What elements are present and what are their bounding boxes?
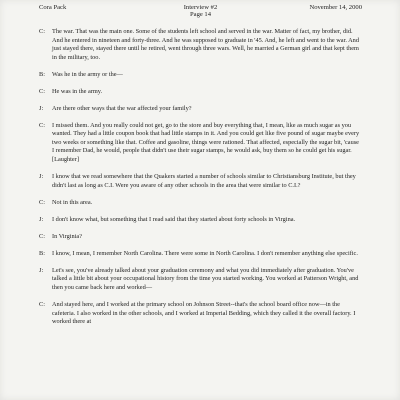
transcript-entry [39,88,362,97]
transcript-entry [39,199,362,208]
speaker-label: B: [39,249,45,257]
entry-text: Not in this area. [52,198,93,206]
entry-text: In Virginia? [52,232,82,240]
entry-text: I know that we read somewhere that the Quakers started a number of schools similar to Christiansburg Institute, but they didn't last as long as C.I. Were you aware of any other schools in the area that were similar to C.I.? [52,173,356,189]
speaker-label: J: [39,266,44,274]
transcript-entry [39,301,362,327]
transcript-entry [39,216,362,225]
transcript-body [39,28,362,327]
transcript-entry [39,233,362,242]
transcript-entry [39,71,362,80]
entry-text: And stayed here, and I worked at the primary school on Johnson Street--that's the school board office now—in the cafeteria. I also worked in the other schools, and I worked at Imperial Bedding, which they called it the overall factory. I worked there at [52,300,356,326]
speaker-label: C: [39,198,45,206]
transcript-entry [39,105,362,114]
header-date: November 14, 2000 [309,4,362,11]
speaker-label: C: [39,87,45,95]
speaker-label: J: [39,173,44,181]
speaker-label: C: [39,121,45,129]
speaker-label: J: [39,104,44,112]
speaker-label: J: [39,215,44,223]
transcript-entry [39,173,362,190]
entry-text: I missed them. And you really could not get, go to the store and buy everything that, I mean, like as much sugar as you wanted. They had a little coupon book that had little stamps in it. And you could get like five pound of sugar maybe every two weeks or something like that. Coffee and gasoline, things were rationed. That affected, especially the sugar bit, 'cause I remember Dad, he would, people that didn't use their sugar stamps, he would ask, buy them so he could get his sugar. [Laughter] [52,121,360,164]
speaker-label: C: [39,28,45,35]
entry-text: Let's see, you've already talked about your graduation ceremony and what you did immediately after graduation. You've talked a little bit about your occupational history from the time you started working. You worked at Patterson Wright, and then you came back here and worked— [52,266,359,291]
entry-text: Are there other ways that the war affected your family? [52,104,192,112]
page-header [39,4,362,19]
header-page-number: Page 14 [189,11,212,19]
speaker-label: B: [39,70,45,78]
header-interview-number: Interview #2 [183,4,218,11]
speaker-label: C: [39,232,45,240]
transcript-entry [39,250,362,259]
speaker-label: C: [39,300,45,308]
entry-text: I know, I mean, I remember North Carolina. There were some in North Carolina. I don't remember anything else specific. [52,249,358,257]
transcript-entry [39,122,362,165]
header-interviewee: Cora Pack [39,4,67,11]
entry-text: He was in the army. [52,87,103,95]
entry-text: The war. That was the main one. Some of the students left school and served in the war. Matter of fact, my brother, did. And he entered in nineteen and forty-three. And he was supposed to graduate in '45. And, he left and went to the war. And just stayed there, stayed there until he retired, went through three wars. Well, he married a German girl and that kept them in the military, too. [52,28,359,61]
entry-text: I don't know what, but something that I read said that they started about forty schools in Virgina. [52,215,296,223]
entry-text: Was he in the army or the— [52,70,123,78]
transcript-entry [39,267,362,293]
transcript-entry [39,28,362,62]
